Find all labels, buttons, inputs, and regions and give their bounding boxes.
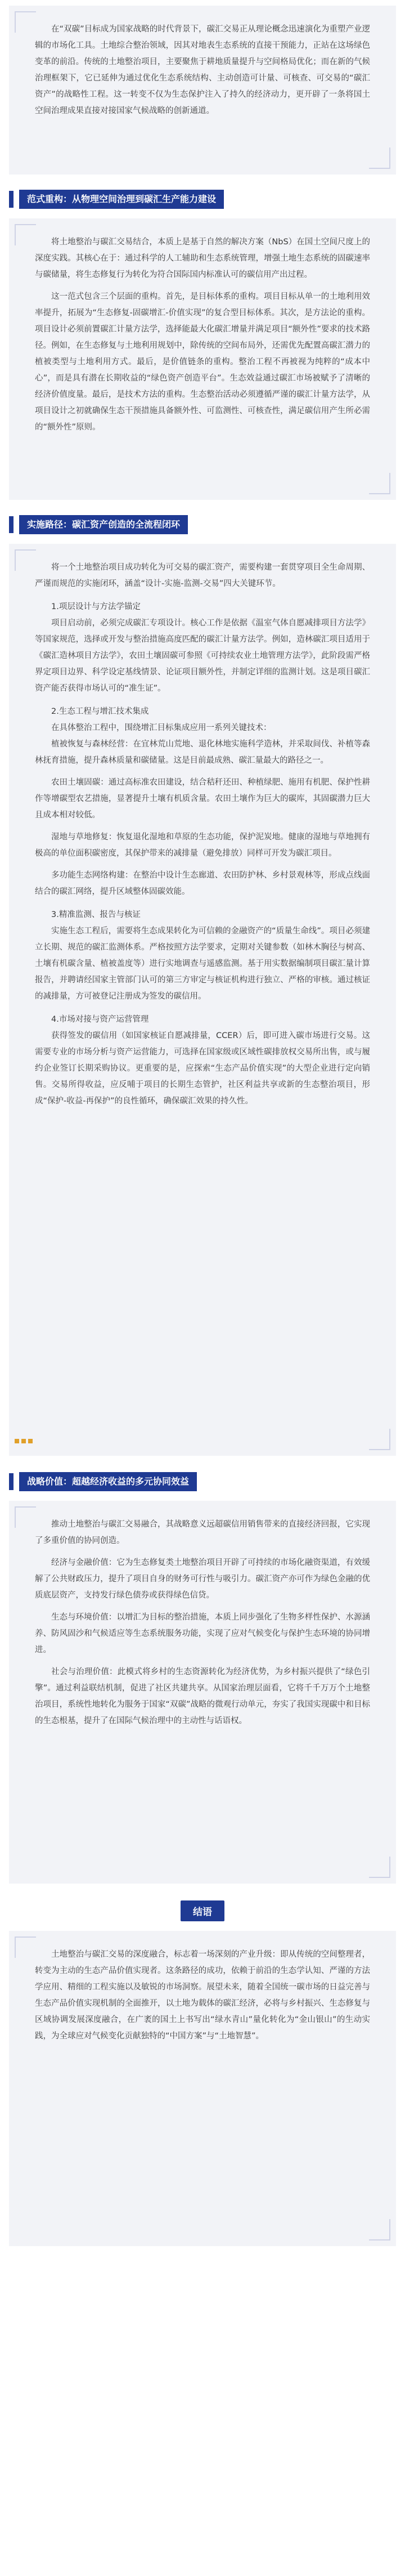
section-heading-2 [9,513,188,536]
section2-paragraph: 获得签发的碳信用（如国家核证自愿减排量，CCER）后，即可进入碳市场进行交易。这需要专业的市场分析与资产运营能力，可选择在国家级或区域性碳排放权交易所出售，或与履约企业签订长期采购协议。更重要的是，应探索“生态产品价值实现”的大型企业进行定向销售。交易所得收益，应反哺于项目的长期生态管护，社区利益共享或新的生态整治项目，形成“保护-收益-再保护”的良性循环，确保碳汇效果的持久性。 [35,1031,370,1106]
section3-paragraph: 推动土地整治与碳汇交易融合，其战略意义远超碳信用销售带来的直接经济回报，它实现了多重价值的协同创造。 [35,1520,370,1545]
section2-paragraph: 在具体整治工程中，围绕增汇目标集成应用一系列关键技术： [51,723,272,732]
section1-panel [9,218,396,500]
section1-paragraph: 将土地整治与碳汇交易结合，本质上是基于自然的解决方案（NbS）在国土空间尺度上的深度实践。其核心在于：通过科学的人工辅助和生态系统管理，增强土地生态系统的固碳速率与碳储量，将生态修复行为转化为符合国际国内标准认可的碳信用产出过程。 [35,238,370,279]
conclusion-title: 结语 [181,1900,224,1921]
heading-accent-bar [9,191,14,208]
intro-paragraph: 在“双碳”目标成为国家战略的时代背景下，碳汇交易正从理论概念迅速演化为重塑产业逻辑的市场化工具。土地综合整治领域，因其对地表生态系统的直接干预能力，正站在这场绿色变革的前沿。传统的土地整治项目，主要聚焦于耕地质量提升与空间格局优化；而在新的气候治理框架下，它已延伸为通过优化生态系统结构、主动创造可计量、可核查、可交易的“碳汇资产”的战略性工程。这一转变不仅为生态保护注入了持久的经济动力，更开辟了一条将国土空间治理成果直接对接国家气候战略的创新通道。 [35,25,370,115]
section2-paragraph: 植被恢复与森林经营：在宜林荒山荒地、退化林地实施科学造林，并采取间伐、补植等森林抚育措施，提升森林质量和碳储量。这是目前最成熟、碳汇量最大的路径之一。 [35,740,370,765]
corner-decoration [369,1429,390,1450]
corner-decoration [15,1937,36,1958]
conclusion-heading [0,1900,405,1921]
section2-paragraph: 项目启动前，必须完成碳汇专项设计。核心工作是依据《温室气体自愿减排项目方法学》等国家规范，选择或开发与整治措施高度匹配的碳汇计量方法学。例如，造林碳汇项目适用于《碳汇造林项目方法学》，农田土壤固碳可参照《可持续农业土地管理方法学》，此阶段需严格界定项目边界、科学设定基线情景、论证项目额外性，并制定详细的监测计划。这是项目碳汇资产能否获得市场认可的“准生证”。 [35,619,370,693]
corner-decoration [369,147,390,169]
section-title: 实施路径：碳汇资产创造的全流程闭环 [19,515,188,534]
section2-subheading: 4.市场对接与资产运营管理 [51,1015,149,1024]
section2-paragraph: 实施生态工程后，需要将生态成果转化为可信赖的金融资产的“质量生命线”。项目必须建立长期、规范的碳汇监测体系。严格按照方法学要求，定期对关键参数（如林木胸径与树高、土壤有机碳含量、植被盖度等）进行实地调查与遥感监测。基于用实数据编制项目碳汇量计算报告，并聘请经国家主管部门认可的第三方审定与核证机构进行独立、严格的审核。通过核证的减排量，方可被登记注册成为签发的碳信用。 [35,927,370,1001]
corner-decoration [15,11,36,33]
corner-decoration [15,224,36,245]
section3-paragraph: 社会与治理价值：此模式将乡村的生态资源转化为经济优势，为乡村振兴提供了“绿色引擎”。通过利益联结机制，促进了社区共建共享。从国家治理层面看，它将千千万万个土地整治项目，系统性地转化为服务于国家“双碳”战略的微观行动单元，夯实了我国实现碳中和目标的生态根基，提升了在国际气候治理中的主动性与话语权。 [35,1667,370,1725]
section1-paragraph: 这一范式包含三个层面的重构。首先，是目标体系的重构。项目目标从单一的土地利用效率提升，拓展为“生态修复-固碳增汇-价值实现”的复合型目标体系。其次，是方法论的重构。项目设计必须前置碳汇计量方法学，选择能最大化碳汇增量并满足项目“额外性”要求的技术路径。例如，在生态修复与土地利用规划中，除传统的空间布局外，还需优先配置高碳汇潜力的植被类型与土地利用方式。最后，是价值链条的重构。整治工程不再被视为纯粹的“成本中心”，而是具有潜在长期收益的“绿色资产创造平台”。生态效益通过碳汇市场被赋予了清晰的经济价值度量。最后，是技术方法的重构。生态整治活动必须遵循严谨的碳汇计量方法学，从项目设计之初就确保生态干预措施具备额外性、可监测性、可核查性，满足碳信用产生所必需的“额外性”原则。 [35,292,370,432]
section-title: 战略价值：超越经济收益的多元协同效益 [19,1472,197,1491]
section2-subheading: 3.精准监测、报告与核证 [51,910,141,919]
intro-panel [9,6,396,175]
section2-paragraph: 农田土壤固碳：通过高标准农田建设，结合秸秆还田、种植绿肥、施用有机肥、保护性耕作等增碳型农艺措施，显著提升土壤有机质含量。农田土壤作为巨大的碳库，其固碳潜力巨大且成本相对较低。 [35,778,370,820]
section2-subheading: 1.项层设计与方法学锚定 [51,602,141,611]
section-heading-3 [9,1470,197,1493]
section-title: 范式重构：从物理空间治理到碳汇生产能力建设 [19,190,224,209]
heading-accent-bar [9,516,14,533]
section2-paragraph: 多功能生态网络构建：在整治中设计生态廊道、农田防护林、乡村景观林等，形成点线面结合的碳汇网络，提升区域整体固碳效能。 [35,871,370,896]
conclusion-paragraph: 土地整治与碳汇交易的深度融合，标志着一场深刻的产业升级：即从传统的空间整理者，转变为主动的生态产品价值实现者。这条路径的成功，依赖于前沿的生态学认知、严谨的方法学应用、精细的工程实施以及敏锐的市场洞察。展望未来，随着全国统一碳市场的日益完善与生态产品价值实现机制的全面推开，以土地为载体的碳汇经济，必将与乡村振兴、生态修复与区域协调发展深度融合，在广袤的国土上书写出“绿水青山”量化转化为“金山银山”的生动实践，为全球应对气候变化贡献独特的“中国方案”与“土地智慧”。 [35,1950,370,2041]
conclusion-panel [9,1931,396,2246]
section3-paragraph: 经济与金融价值：它为生态修复类土地整治项目开辟了可持续的市场化融资渠道，有效缓解了公共财政压力，提升了项目自身的财务可行性与吸引力。碳汇资产亦可作为绿色金融的优质底层资产，支持发行绿色债券或获得绿色信贷。 [35,1558,370,1600]
section2-paragraph: 湿地与草地修复：恢复退化湿地和草原的生态功能，保护泥炭地。健康的湿地与草地拥有极高的单位面积碳密度，其保护带来的减排量（避免排放）同样可开发为碳汇项目。 [35,833,370,858]
corner-decoration [15,1506,36,1528]
corner-decoration [15,549,36,571]
section2-panel [9,544,396,1456]
corner-decoration [369,1857,390,1878]
section2-subheading: 2.生态工程与增汇技术集成 [51,707,149,716]
decorative-dots [15,1439,33,1443]
section-heading-1 [9,188,224,211]
heading-accent-bar [9,1473,14,1490]
section2-paragraph: 将一个土地整治项目成功转化为可交易的碳汇资产，需要构建一套贯穿项目全生命周期、严谨而规范的实施闭环，涵盖“设计-实施-监测-交易”四大关键环节。 [35,563,370,588]
section3-paragraph: 生态与环境价值：以增汇为目标的整治措施，本质上同步强化了生物多样性保护、水源涵养、防风固沙和气候适应等生态系统服务功能，实现了应对气候变化与保护生态环境的协同增进。 [35,1613,370,1654]
section3-panel [9,1501,396,1884]
corner-decoration [369,473,390,494]
corner-decoration [369,2219,390,2240]
